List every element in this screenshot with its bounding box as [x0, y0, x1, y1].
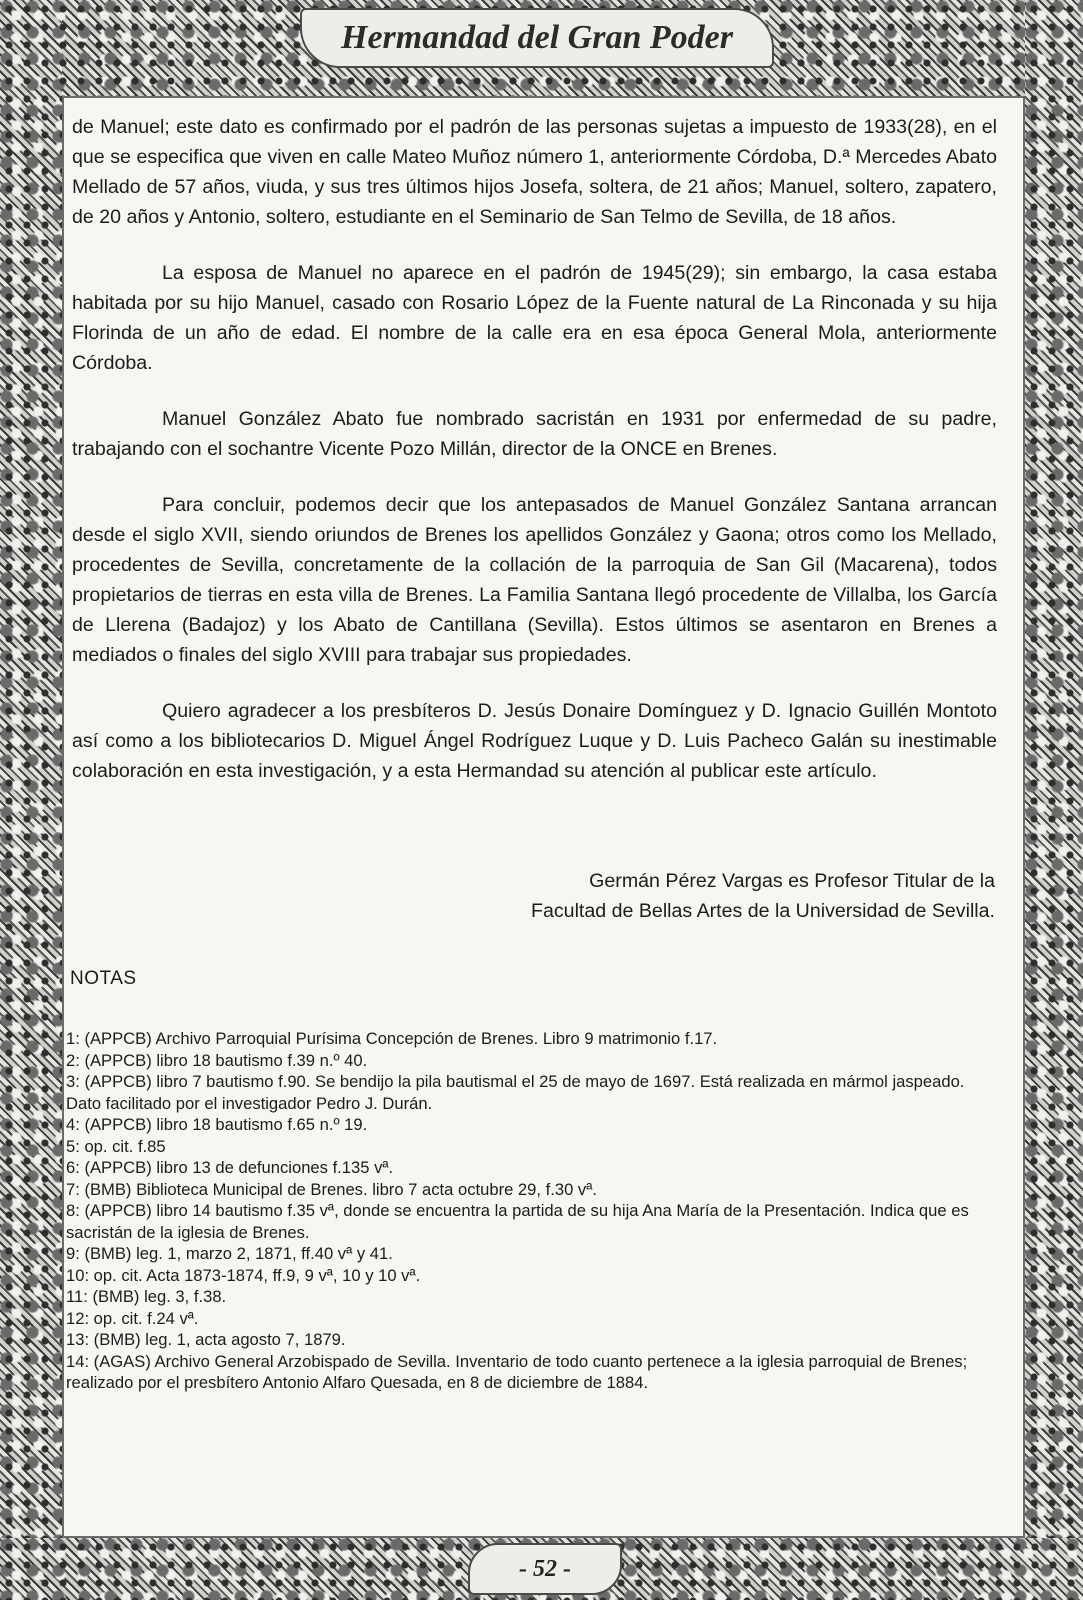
note-item: 13: (BMB) leg. 1, acta agosto 7, 1879.	[66, 1330, 346, 1349]
note-item: 12: op. cit. f.24 vª.	[66, 1308, 199, 1328]
signature-line: Facultad de Bellas Artes de la Universidad de Sevilla.	[531, 900, 995, 922]
note-item: 4: (APPCB) libro 18 bautismo f.65 n.º 19.	[66, 1115, 368, 1134]
paragraph: Para concluir, podemos decir que los antepasados de Manuel González Santana arrancan desde el siglo XVII, siendo oriundos de Brenes los apellidos González y Gaona; otros como los Mellado, procedentes de Sevilla, concretamente de la collación de la parroquia de San Gil (Macarena), todos propietarios de tierras en esta villa de Brenes. La Familia Santana llegó procedente de Villalba, los García de Llerena (Badajoz) y los Abato de Cantillana (Sevilla). Estos últimos se asentaron en Brenes a mediados o finales del siglo XVIII para trabajar sus propiedades.	[72, 494, 997, 666]
paragraph: Quiero agradecer a los presbíteros D. Jesús Donaire Domínguez y D. Ignacio Guillén Montoto así como a los bibliotecarios D. Miguel Ángel Rodríguez Luque y D. Luis Pacheco Galán su inestimable colaboración en esta investigación, y a esta Hermandad su atención al publicar este artículo.	[72, 700, 997, 782]
note-item: 14: (AGAS) Archivo General Arzobispado de Sevilla. Inventario de todo cuanto pertenece a la iglesia parroquial de Brenes; realizado por el presbítero Antonio Alfaro Quesada, en 8 de diciembre de 1884.	[66, 1351, 968, 1392]
note-item: 2: (APPCB) libro 18 bautismo f.39 n.º 40.	[66, 1050, 368, 1070]
ornamental-border-right	[1025, 0, 1083, 1600]
note-item: 11: (BMB) leg. 3, f.38.	[66, 1287, 227, 1306]
note-item: 6: (APPCB) libro 13 de defunciones f.135 vª.	[66, 1158, 394, 1177]
notes-list	[66, 1028, 991, 1394]
page-number-scroll	[468, 1543, 622, 1595]
note-item: 7: (BMB) Biblioteca Municipal de Brenes. libro 7 acta octubre 29, f.30 vª.	[66, 1179, 597, 1199]
note-item: 9: (BMB) leg. 1, marzo 2, 1871, ff.40 vª y 41.	[66, 1244, 393, 1263]
page-title: Hermandad del Gran Poder	[341, 19, 733, 56]
page-number: - 52 -	[519, 1555, 571, 1582]
note-item: 8: (APPCB) libro 14 bautismo f.35 vª, donde se encuentra la partida de su hija Ana María de la Presentación. Indica que es sacristán de la iglesia de Brenes.	[66, 1201, 969, 1242]
ornamental-border-left	[0, 0, 62, 1600]
paragraph: Manuel González Abato fue nombrado sacristán en 1931 por enfermedad de su padre, trabajando con el sochantre Vicente Pozo Millán, director de la ONCE en Brenes.	[72, 408, 997, 460]
note-item: 3: (APPCB) libro 7 bautismo f.90. Se bendijo la pila bautismal el 25 de mayo de 1697. Está realizada en mármol jaspeado. Dato facilitado por el investigador Pedro J. Durán.	[66, 1072, 965, 1113]
note-item: 5: op. cit. f.85	[66, 1136, 166, 1156]
header-scroll	[300, 8, 774, 68]
author-signature	[375, 866, 995, 926]
paragraph: La esposa de Manuel no aparece en el padrón de 1945(29); sin embargo, la casa estaba habitada por su hijo Manuel, casado con Rosario López de la Fuente natural de La Rinconada y su hija Florinda de un año de edad. El nombre de la calle era en esa época General Mola, anteriormente Córdoba.	[72, 262, 997, 374]
article-body	[72, 112, 997, 812]
notes-heading: NOTAS	[70, 968, 137, 989]
signature-line: Germán Pérez Vargas es Profesor Titular de la	[589, 870, 995, 892]
paragraph: de Manuel; este dato es confirmado por el padrón de las personas sujetas a impuesto de 1933(28), en el que se especifica que viven en calle Mateo Muñoz número 1, anteriormente Córdoba, D.ª Mercedes Abato Mellado de 57 años, viuda, y sus tres últimos hijos Josefa, soltera, de 21 años; Manuel, soltero, zapatero, de 20 años y Antonio, soltero, estudiante en el Seminario de San Telmo de Sevilla, de 18 años.	[72, 116, 997, 228]
note-item: 10: op. cit. Acta 1873-1874, ff.9, 9 vª, 10 y 10 vª.	[66, 1265, 421, 1285]
note-item: 1: (APPCB) Archivo Parroquial Purísima Concepción de Brenes. Libro 9 matrimonio f.17.	[66, 1029, 718, 1048]
